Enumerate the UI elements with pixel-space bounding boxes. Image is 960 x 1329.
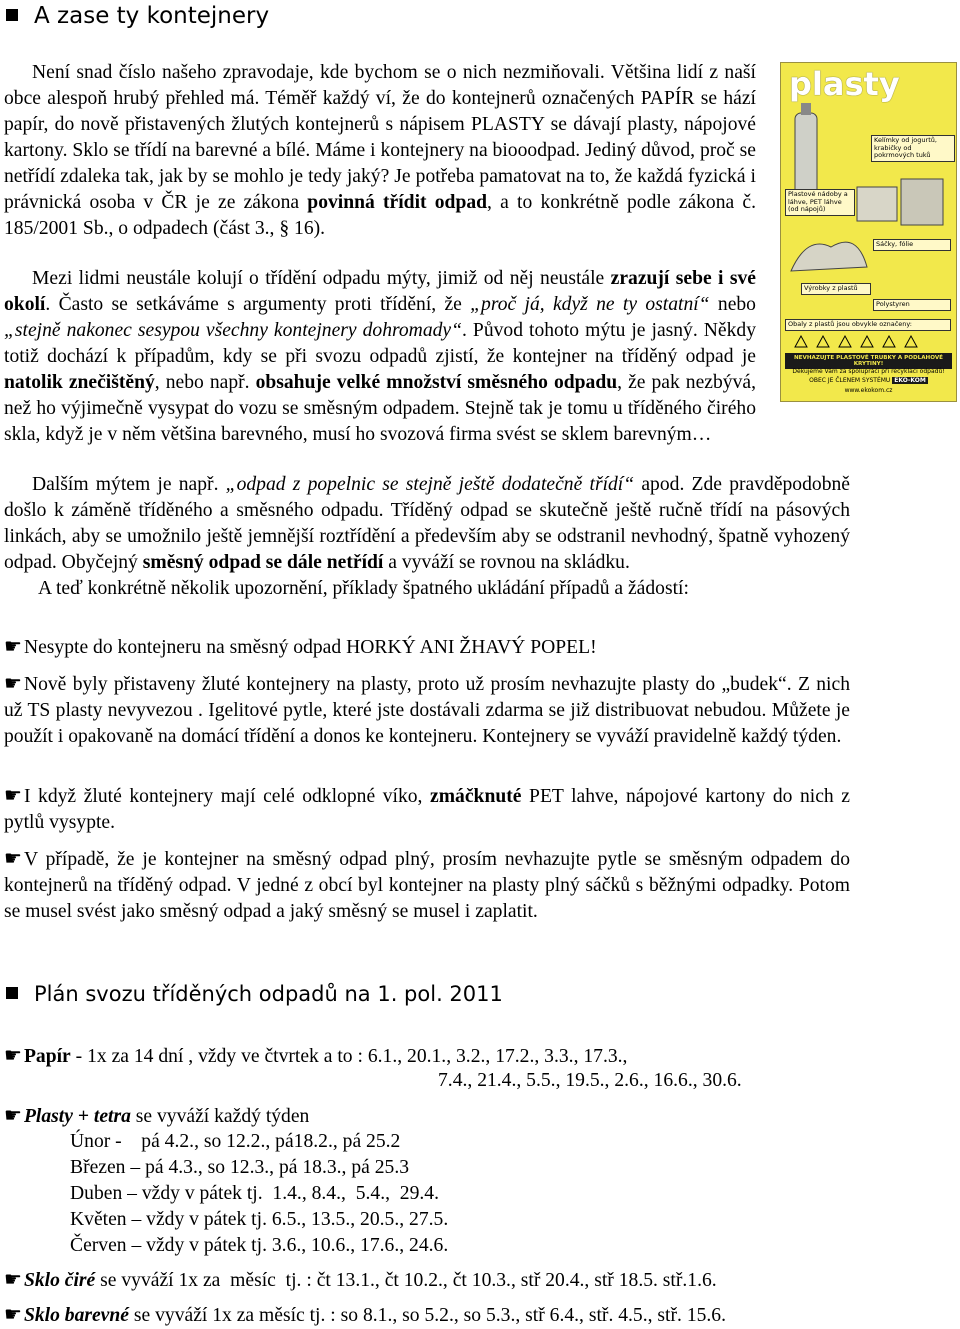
poster-box-cups: Kelímky od jogurtů, krabičky od pokrmových tuků — [871, 135, 955, 162]
intro-p1-text-b: , a to konkrétně podle zákona č. 185/2001 Sb., o odpadech (část 3., § 16). — [4, 192, 757, 239]
plasty-label: Plasty + tetra — [23, 1106, 131, 1127]
sklo-cire-text: se vyváží 1x za měsíc tj. : čt 13.1., čt 10.2., čt 10.3., stř 20.4., stř 18.5. stř.1.6. — [95, 1270, 717, 1291]
containers-icon — [853, 173, 949, 233]
sklo-barevne-label: Sklo barevné — [23, 1305, 129, 1326]
papir-text: - 1x za 14 dní , vždy ve čtvrtek a to : 6.1., 20.1., 3.2., 17.2., 3.3., 17.3., — [70, 1046, 628, 1067]
intro-p2-bold-3: obsahuje velké množství směsného odpadu — [255, 372, 618, 393]
papir-label: Papír — [23, 1046, 71, 1067]
pointing-hand-icon: ☛ — [4, 846, 22, 870]
intro-block — [4, 60, 756, 242]
intro-p3-text-a: Dalším mýtem je např. — [32, 474, 226, 495]
notice-1-paragraph — [4, 633, 850, 661]
intro-p3-text-c: a vyváží se rovnou na skládku. — [383, 552, 630, 573]
notice-4-text: V případě, že je kontejner na směsný odpad plný, prosím nevhazujte pytle se směsným odpadem do kontejnerů na tříděný odpad. V jedné z obcí byl kontejner na plasty plný sáčků s běžnými odpadky. Potom se musel svést jako směsný odpad a jaký směsný se musel i zaplatit. — [4, 849, 850, 922]
notice-2-paragraph — [4, 670, 850, 750]
intro-paragraph-3 — [4, 472, 850, 576]
pointing-hand-icon: ☛ — [4, 671, 22, 695]
poster-box-bottles: Plastové nádoby a láhve, PET láhve (od nápojů) — [785, 189, 855, 216]
poster-box-products: Výrobky z plastů — [801, 283, 871, 295]
intro-p2-text-c: nebo — [709, 294, 756, 315]
intro-p3-text-b: apod. Zde pravděpodobně došlo k záměně tříděného a směsného odpadu. Tříděný odpad se skutečně ještě ručně třídí na pásových linkách, aby se umožnilo ještě jemnější roztřídění a především aby se odstranil nevhodný, špatně vyhozený odpad. Obyčejný — [4, 474, 850, 573]
notice-2-text: Nově byly přistaveny žluté kontejnery na plasty, proto už prosím nevhazujte plasty do „budek“. Z nich už TS plasty nevyvezou . Igelitové pytle, které jste dostávali zdarma se již distribuovat nebudou. Můžete je použít i opakovaně na domácí třídění a donos ke kontejneru. Kontejnery se vyváží pravidelně každý týden. — [4, 674, 850, 747]
pointing-hand-icon: ☛ — [4, 634, 22, 658]
notice-4-paragraph — [4, 845, 850, 925]
pointing-hand-icon: ☛ — [4, 1267, 22, 1291]
poster-warning: NEVHAZUJTE PLASTOVÉ TRUBKY A PODLAHOVÉ KRYTINY! — [785, 353, 952, 369]
sklo-barevne-line — [4, 1301, 726, 1329]
poster-member-text: OBEC JE ČLENEM SYSTÉMU — [809, 377, 891, 384]
notice-1-text: Nesypte do kontejneru na směsný odpad HORKÝ ANI ŽHAVÝ POPEL! — [23, 637, 597, 658]
intro-p2-bold-2: natolik znečištěný — [4, 372, 155, 393]
notice-3-text-b: PET lahve, nápojové kartony do nich z pytlů vysypte. — [4, 786, 850, 833]
poster-brand: EKO-KOM — [894, 377, 926, 384]
notice-2 — [4, 670, 850, 750]
poster-member — [785, 377, 952, 384]
sklo-barevne-text: se vyváží 1x za měsíc tj. : so 8.1., so 5.2., so 5.3., stř 6.4., stř. 4.5., stř. 15.6. — [128, 1305, 727, 1326]
intro-p1-text-a: Není snad číslo našeho zpravodaje, kde bychom se o nich nezmiňovali. Většina lidí z naší obce alespoň hrubý přehled má. Téměř každý ví, že do kontejnerů označených PAPÍR se hází papír, do nově přistavených žlutých kontejnerů s nápisem PLASTY se dávají plasty, nápojové kartony. Sklo se třídí na barevné a bílé. Máme i kontejnery na biooodpad. Jediný důvod, proč se netřídí zdaleka tak, jak by se mohlo je tedy jaký? Je potřeba pamatovat na to, že každá fyzická i právnická osoba v ČR je ze zákona — [4, 62, 756, 213]
notice-3 — [4, 782, 850, 836]
intro-p3-bold: směsný odpad se dále netřídí — [142, 552, 384, 573]
intro-p2-text-f: , že pak nezbývá, než ho výjimečně vysypat do vozu se směsným odpadem. Stejně tak je tomu u tříděného čirého skla, když je v něm většina barevného, musí ho svozová firma svést se sklem barevným… — [4, 372, 756, 445]
notice-4 — [4, 845, 850, 925]
intro-p2-text-e: , nebo např. — [154, 372, 256, 393]
section-heading — [6, 2, 269, 30]
intro-p3-italic: „odpad z popelnic se stejně ještě dodatečně třídí“ — [225, 474, 635, 495]
notice-3-paragraph — [4, 782, 850, 836]
notice-3-bold: zmáčknuté — [430, 786, 522, 807]
sklo-cire-line — [4, 1266, 717, 1294]
notice-1 — [4, 633, 850, 661]
pointing-hand-icon: ☛ — [4, 783, 22, 807]
plasty-poster — [780, 62, 957, 402]
recycling-symbols-icon — [791, 333, 941, 351]
schedule-heading — [6, 980, 503, 1008]
square-bullet-icon — [6, 987, 18, 999]
intro-p2-italic-2: „stejně nakonec sesypou všechny kontejnery dohromady“ — [4, 320, 463, 341]
plasty-text: se vyváží každý týden — [130, 1106, 310, 1127]
intro-p2-italic-1: „proč já, když ne ty ostatní“ — [470, 294, 710, 315]
month-line: Duben – vždy v pátek tj. 1.4., 8.4., 5.4., 29.4. — [70, 1183, 439, 1204]
plasty-line — [4, 1102, 309, 1130]
papir-line-1 — [4, 1042, 627, 1070]
intro-p2-text-b: . Často se setkáváme s argumenty proti třídění, že — [45, 294, 471, 315]
poster-box-poly: Polystyren — [873, 299, 951, 311]
section-heading-text: A zase ty kontejnery — [34, 3, 270, 29]
bags-icon — [787, 231, 871, 281]
schedule-heading-text: Plán svozu tříděných odpadů na 1. pol. 2011 — [34, 982, 503, 1006]
intro-p1-bold: povinná třídit odpad — [307, 192, 488, 213]
square-bullet-icon — [6, 9, 18, 21]
papir-line-2: 7.4., 21.4., 5.5., 19.5., 2.6., 16.6., 30.6. — [438, 1070, 742, 1091]
pointing-hand-icon: ☛ — [4, 1103, 22, 1127]
notice-3-text-a: I když žluté kontejnery mají celé odklopné víko, — [23, 786, 431, 807]
poster-thanks: Děkujeme Vám za spolupráci při recyklaci odpadů! — [792, 368, 945, 375]
intro-p2-bold-1: zrazují sebe i své okolí — [4, 268, 756, 315]
month-line: Červen – vždy v pátek tj. 3.6., 10.6., 17.6., 24.6. — [70, 1235, 449, 1256]
intro-paragraph-1 — [4, 60, 756, 242]
intro-p2-text-d: . Původ tohoto mýtu je jasný. Někdy totiž dochází k případům, kdy se při svozu odpadů zjistí, že kontejner na tříděný odpad je — [4, 320, 756, 367]
month-line: Květen – vždy v pátek tj. 6.5., 13.5., 20.5., 27.5. — [70, 1209, 449, 1230]
intro-paragraph-2 — [4, 266, 756, 448]
intro-paragraph-4: A teď konkrétně několik upozornění, příklady špatného ukládání případů a žádostí: — [38, 578, 689, 599]
poster-url: www.ekokom.cz — [844, 387, 893, 394]
poster-title: plasty — [789, 65, 900, 103]
poster-box-packaging: Obaly z plastů jsou obvykle označeny: — [785, 319, 951, 331]
intro-block-3 — [4, 472, 850, 602]
pointing-hand-icon: ☛ — [4, 1302, 22, 1326]
pointing-hand-icon: ☛ — [4, 1043, 22, 1067]
month-line: Únor - pá 4.2., so 12.2., pá18.2., pá 25.2 — [70, 1131, 401, 1152]
sklo-cire-label: Sklo čiré — [23, 1270, 96, 1291]
poster-box-bags: Sáčky, fólie — [873, 239, 951, 251]
month-line: Březen – pá 4.3., so 12.3., pá 18.3., pá 25.3 — [70, 1157, 410, 1178]
intro-p2-text-a: Mezi lidmi neustále kolují o třídění odpadu mýty, jimiž od něj neustále — [32, 268, 611, 289]
intro-block-2 — [4, 266, 756, 448]
